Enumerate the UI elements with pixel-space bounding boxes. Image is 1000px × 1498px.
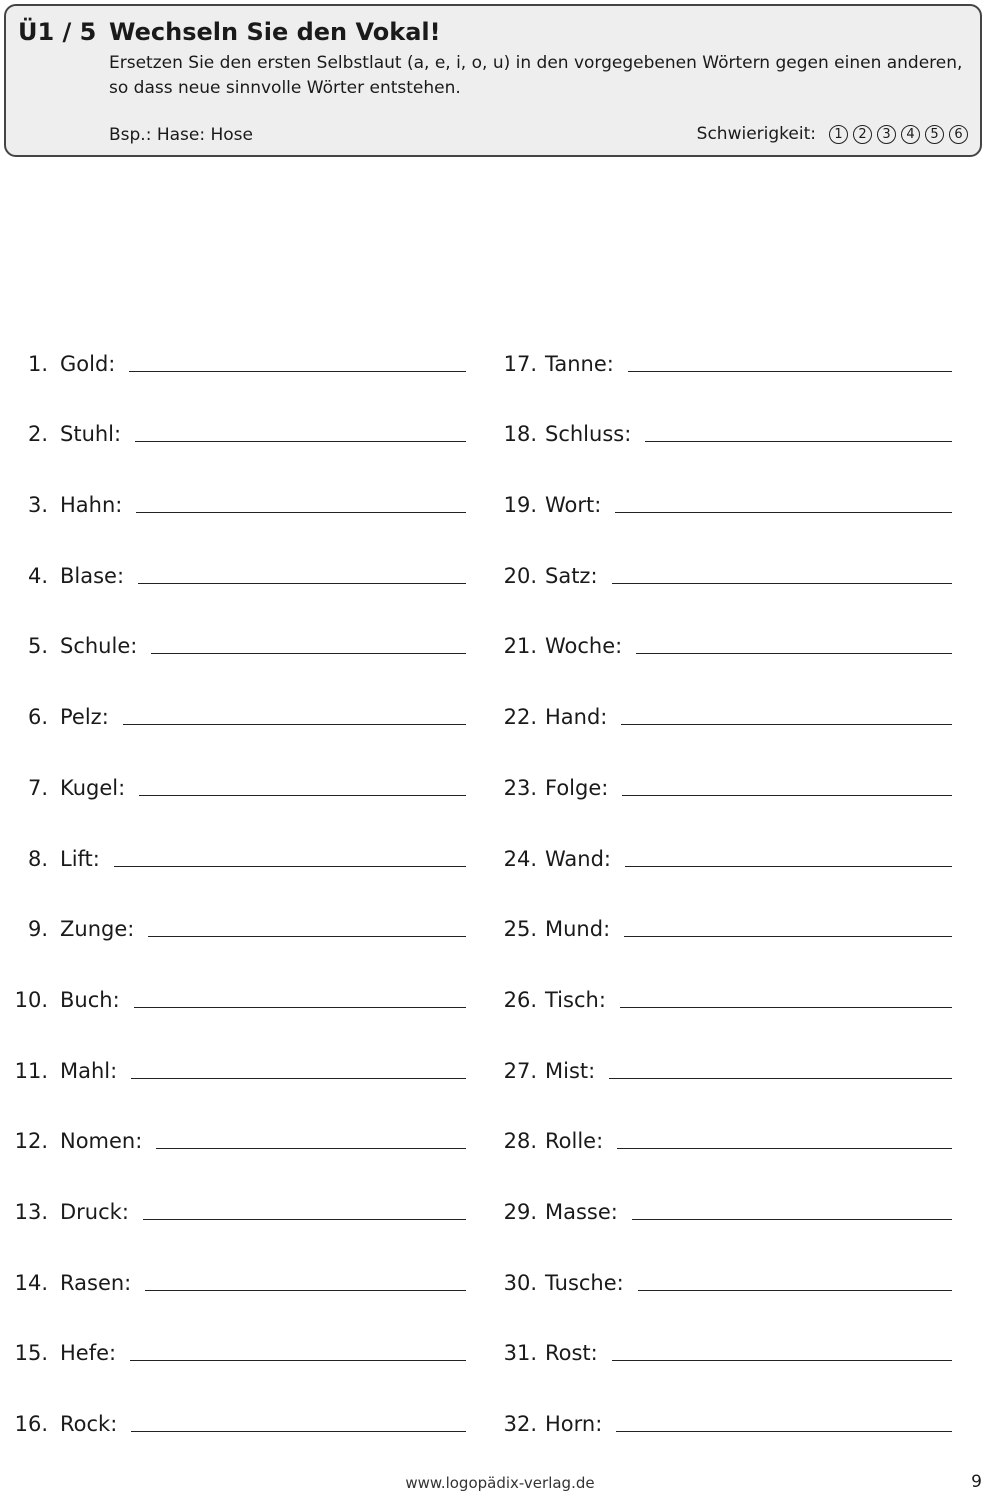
exercise-item [0,517,466,588]
answer-line[interactable] [628,371,952,372]
item-number: 15. [14,1341,48,1366]
item-number: 9. [27,917,48,942]
exercise-item [485,1153,952,1224]
answer-line[interactable] [615,512,952,513]
exercise-item [485,1295,952,1366]
exercise-item [485,729,952,800]
item-word: Tanne: [545,351,614,376]
exercise-item [485,588,952,659]
difficulty-rating [697,124,968,144]
exercise-item [0,1224,466,1295]
exercise-item [0,1153,466,1224]
item-word: Buch: [60,987,120,1012]
item-number: 5. [27,634,48,659]
footer-url: www.logopädix-verlag.de [405,1474,595,1492]
exercise-item [485,658,952,729]
item-word: Woche: [545,634,623,659]
item-word: Rasen: [60,1270,132,1295]
item-word: Rock: [60,1412,118,1436]
difficulty-circle: 2 [853,125,872,144]
item-word: Hand: [545,705,608,730]
exercise-item [0,800,466,871]
item-word: Schluss: [545,422,632,447]
exercise-item [0,588,466,659]
exercise-item [0,446,466,517]
answer-line[interactable] [145,1290,466,1291]
answer-line[interactable] [136,512,466,513]
exercise-item [485,305,952,376]
item-number: 10. [14,987,48,1012]
exercise-item [485,800,952,871]
item-number: 13. [14,1199,48,1224]
item-word: Tusche: [545,1270,624,1295]
item-number: 19. [503,493,537,518]
exercise-item [485,1083,952,1154]
answer-line[interactable] [612,1360,952,1361]
answer-line[interactable] [123,724,466,725]
item-number: 23. [503,775,537,800]
exercise-header [4,4,982,157]
page-number: 9 [971,1472,982,1492]
exercise-item [0,1295,466,1366]
answer-line[interactable] [632,1219,952,1220]
item-number: 27. [503,1058,537,1083]
item-number: 31. [503,1341,537,1366]
difficulty-label: Schwierigkeit: [696,124,816,144]
item-word: Blase: [60,563,125,588]
exercise-list-left [0,305,466,1436]
item-word: Nomen: [60,1129,143,1154]
answer-line[interactable] [624,936,952,937]
item-word: Satz: [545,563,598,588]
answer-line[interactable] [620,1007,952,1008]
item-number: 4. [27,563,48,588]
item-word: Kugel: [60,775,126,800]
item-number: 22. [503,705,537,730]
item-number: 8. [27,846,48,871]
answer-line[interactable] [636,653,952,654]
instruction-line: so dass neue sinnvolle Wörter entstehen. [109,78,461,98]
answer-line[interactable] [609,1078,952,1079]
answer-line[interactable] [135,441,466,442]
answer-line[interactable] [134,1007,466,1008]
answer-line[interactable] [616,1431,952,1432]
exercise-list-right [485,305,952,1436]
item-number: 7. [27,775,48,800]
item-number: 1. [27,351,48,376]
answer-line[interactable] [129,371,466,372]
item-word: Pelz: [60,705,109,730]
exercise-item [0,871,466,942]
difficulty-levels [824,125,968,144]
item-number: 25. [503,917,537,942]
item-number: 24. [503,846,537,871]
exercise-item [485,871,952,942]
difficulty-circle: 3 [877,125,896,144]
exercise-item [485,517,952,588]
item-word: Horn: [545,1412,603,1436]
exercise-item [0,1365,466,1436]
difficulty-circle: 5 [925,125,944,144]
item-word: Rost: [545,1341,598,1366]
exercise-item [0,729,466,800]
exercise-item [0,1012,466,1083]
example-text: Bsp.: Hase: Hose [109,125,253,145]
exercise-item [485,941,952,1012]
item-number: 29. [503,1199,537,1224]
item-number: 17. [503,351,537,376]
exercise-item [0,1083,466,1154]
exercise-item [485,376,952,447]
answer-line[interactable] [151,653,466,654]
item-word: Schule: [60,634,138,659]
answer-line[interactable] [638,1290,952,1291]
item-word: Gold: [60,351,116,376]
item-word: Mahl: [60,1058,118,1083]
exercise-number: Ü1 / 5 [18,18,97,46]
item-word: Mund: [545,917,611,942]
item-word: Rolle: [545,1129,604,1154]
item-number: 26. [503,987,537,1012]
item-word: Masse: [545,1199,618,1224]
answer-line[interactable] [148,936,466,937]
exercise-item [485,1365,952,1436]
item-word: Zunge: [60,917,135,942]
answer-line[interactable] [131,1431,466,1432]
item-word: Folge: [545,775,609,800]
difficulty-circle: 6 [949,125,968,144]
answer-line[interactable] [617,1148,952,1149]
item-number: 32. [503,1412,537,1436]
item-number: 6. [27,705,48,730]
answer-line[interactable] [143,1219,466,1220]
item-number: 21. [503,634,537,659]
item-number: 20. [503,563,537,588]
item-number: 2. [27,422,48,447]
exercise-title: Wechseln Sie den Vokal! [109,18,441,46]
exercise-item [485,1012,952,1083]
item-number: 16. [14,1412,48,1436]
answer-line[interactable] [156,1148,466,1149]
item-word: Wort: [545,493,602,518]
item-word: Hefe: [60,1341,117,1366]
item-word: Stuhl: [60,422,122,447]
item-number: 14. [14,1270,48,1295]
item-number: 28. [503,1129,537,1154]
answer-line[interactable] [622,795,952,796]
item-number: 11. [14,1058,48,1083]
instruction-line: Ersetzen Sie den ersten Selbstlaut (a, e, i, o, u) in den vorgegebenen Wörtern gegen einen anderen, [109,53,963,73]
exercise-item [0,305,466,376]
answer-line[interactable] [621,724,952,725]
difficulty-circle: 4 [901,125,920,144]
item-word: Wand: [545,846,612,871]
difficulty-circle: 1 [829,125,848,144]
answer-line[interactable] [645,441,952,442]
exercise-item [0,376,466,447]
item-word: Mist: [545,1058,596,1083]
answer-line[interactable] [131,1078,466,1079]
item-number: 18. [503,422,537,447]
item-number: 3. [27,493,48,518]
item-word: Hahn: [60,493,123,518]
exercise-item [485,1224,952,1295]
exercise-instruction [109,51,979,101]
item-number: 30. [503,1270,537,1295]
answer-line[interactable] [138,583,466,584]
item-word: Tisch: [545,987,606,1012]
item-number: 12. [14,1129,48,1154]
exercise-item [0,941,466,1012]
answer-line[interactable] [114,866,466,867]
item-word: Lift: [60,846,100,871]
answer-line[interactable] [612,583,952,584]
answer-line[interactable] [625,866,952,867]
exercise-item [485,446,952,517]
exercise-item [0,658,466,729]
answer-line[interactable] [139,795,466,796]
item-word: Druck: [60,1199,129,1224]
answer-line[interactable] [130,1360,466,1361]
